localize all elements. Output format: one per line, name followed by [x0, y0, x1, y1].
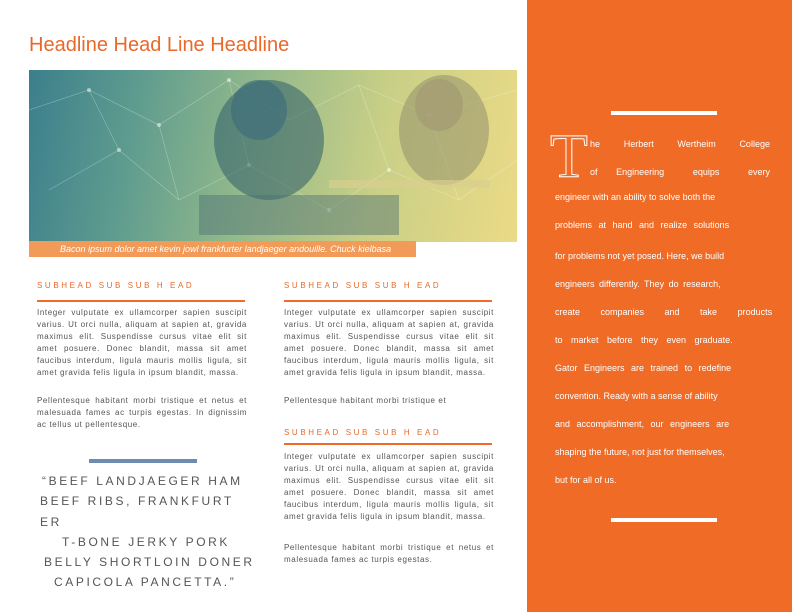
pull-quote-line-5: BELLY SHORTLOIN DONER	[44, 555, 255, 569]
col2-paragraph-1: Integer vulputate ex ullamcorper sapien suscipit varius. Ut orci nulla, aliquam at sapien at, gravida maximus elit. Suspendisse cursus vitae elit sit amet posuere. Donec blandit, massa sit amet faucibus interdum, ligula mauris mollis ligula, sit amet gravida felis ligula in ipsum blandit, massa.	[284, 308, 494, 377]
sidebar-word: College	[739, 139, 770, 149]
sidebar-line-2	[590, 167, 770, 177]
sidebar-line-1	[590, 139, 770, 149]
pull-quote-line-4: T-BONE JERKY PORK	[62, 535, 231, 549]
sidebar-line-6: engineers differently. They do research,	[555, 279, 721, 289]
quote-accent-bar	[89, 459, 197, 463]
pull-quote-line-3: ER	[40, 515, 62, 529]
col1-paragraph-2: Pellentesque habitant morbi tristique et netus et malesuada fames ac turpis egestas. In dignissim ac tellus ut pellentesque.	[37, 396, 247, 429]
sidebar-line-5: for problems not yet posed. Here, we build	[555, 251, 725, 261]
sidebar-word: Wertheim	[677, 139, 716, 149]
sidebar-word: he	[590, 139, 601, 149]
col2-subhead-1: SUBHEAD SUB SUB H EAD	[284, 281, 442, 290]
col2-paragraph-3: Integer vulputate ex ullamcorper sapien suscipit varius. Ut orci nulla, aliquam at sapien at, gravida maximus elit. Suspendisse cursus vitae elit sit amet posuere. Donec blandit, massa sit amet faucibus interdum, ligula mauris mollis ligula, sit amet gravida felis ligula in ipsum blandit, massa.	[284, 452, 494, 521]
col1-paragraph-1: Integer vulputate ex ullamcorper sapien suscipit varius. Ut orci nulla, aliquam at sapien at, gravida maximus elit. Suspendisse cursus vitae elit sit amet posuere. Donec blandit, massa sit amet faucibus interdum, ligula mauris mollis ligula, sit amet gravida felis ligula in ipsum blandit, massa.	[37, 308, 247, 377]
sidebar-bottom-bar	[611, 518, 717, 522]
col2-paragraph-2: Pellentesque habitant morbi tristique et	[284, 396, 447, 405]
sidebar-line-10: convention. Ready with a sense of ability	[555, 391, 718, 401]
col2-subhead-2: SUBHEAD SUB SUB H EAD	[284, 428, 442, 437]
sidebar-line-3: engineer with an ability to solve both the	[555, 192, 716, 202]
col2-paragraph-4: Pellentesque habitant morbi tristique et netus et malesuada fames ac turpis egestas.	[284, 543, 494, 564]
page-headline: Headline Head Line Headline	[29, 34, 290, 56]
sidebar-line-4: problems at hand and realize solutions	[555, 220, 730, 230]
engineering-photo	[29, 70, 517, 242]
sidebar-word: equips	[692, 167, 720, 177]
sidebar-line-8: to market before they even graduate.	[555, 335, 733, 345]
col1-subhead-rule	[37, 300, 245, 302]
col2-subhead-2-rule	[284, 443, 492, 445]
pull-quote-line-6: CAPICOLA PANCETTA.”	[54, 575, 237, 589]
pull-quote-line-1: “BEEF LANDJAEGER HAM	[42, 474, 243, 488]
sidebar-line-12: shaping the future, not just for themselves,	[555, 447, 725, 457]
sidebar-top-bar	[611, 111, 717, 115]
sidebar-line-7: create companies and take products	[555, 307, 773, 317]
sidebar-line-9: Gator Engineers are trained to redefine	[555, 363, 732, 373]
col2-subhead-1-rule	[284, 300, 492, 302]
pull-quote-line-2: BEEF RIBS, FRANKFURT	[40, 494, 234, 508]
photo-caption: Bacon ipsum dolor amet kevin jowl frankfurter landjaeger andouille. Chuck kielbasa	[29, 241, 416, 257]
sidebar-word: of	[590, 167, 598, 177]
sidebar-word: every	[747, 167, 770, 177]
sidebar-dropcap: T	[550, 123, 588, 191]
sidebar-word: Herbert	[623, 139, 654, 149]
photo-illustration	[29, 70, 517, 242]
sidebar-line-13: but for all of us.	[555, 475, 617, 485]
col1-subhead: SUBHEAD SUB SUB H EAD	[37, 281, 195, 290]
sidebar-word: Engineering	[616, 167, 665, 177]
sidebar-line-11: and accomplishment, our engineers are	[555, 419, 730, 429]
